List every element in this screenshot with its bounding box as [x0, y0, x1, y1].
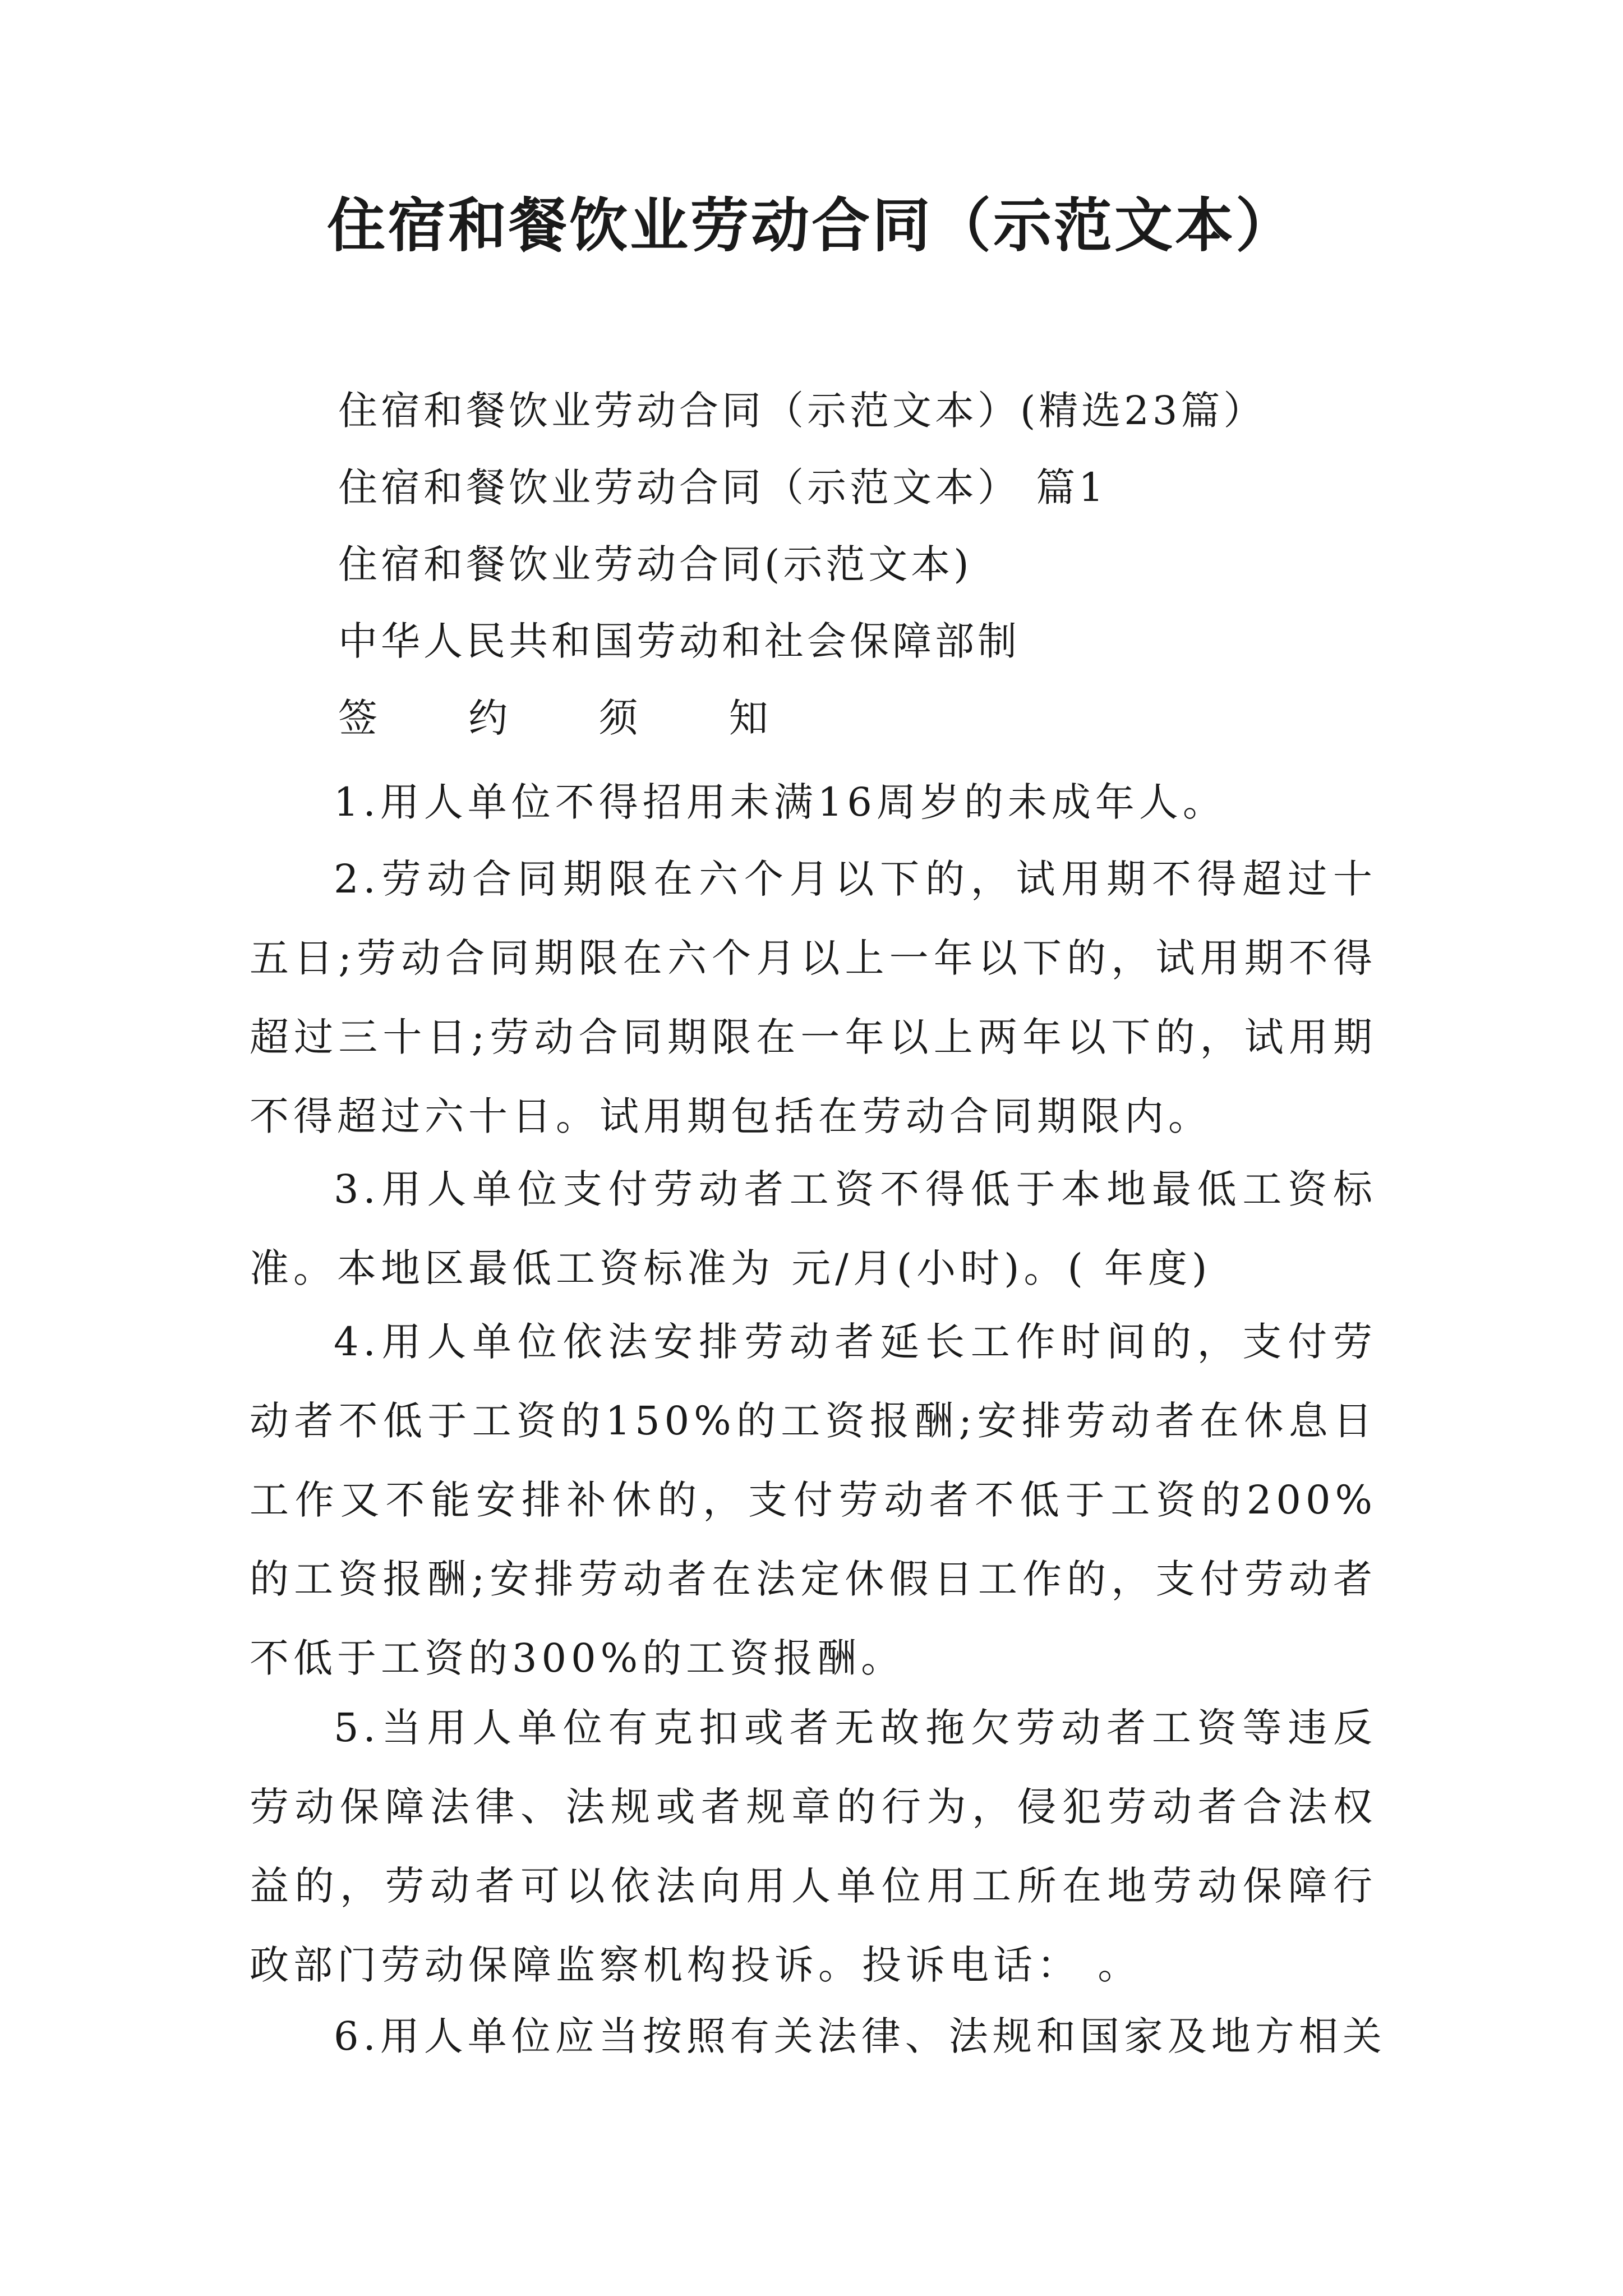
collection-heading: 住宿和餐饮业劳动合同（示范文本）(精选23篇） — [338, 388, 1266, 434]
notice-item-2: 2.劳动合同期限在六个月以下的，试用期不得超过十五日;劳动合同期限在六个月以上一年以下的，试用期不得超过三十日;劳动合同期限在一年以上两年以下的，试用期不得超过六十日。试用期包括在劳动合同期限内。 — [250, 856, 1377, 1139]
notice-item-5: 5.当用人单位有克扣或者无故拖欠劳动者工资等违反劳动保障法律、法规或者规章的行为，侵犯劳动者合法权益的，劳动者可以依法向用人单位用工所在地劳动保障行政部门劳动保障监察机构投诉。投诉电话： 。 — [250, 1705, 1377, 1988]
signing-notice-heading: 签 约 须 知 — [338, 695, 808, 741]
document-title: 住宿和餐饮业劳动合同（示范文本） — [326, 191, 1296, 260]
contract-name: 住宿和餐饮业劳动合同(示范文本) — [338, 541, 972, 587]
notice-item-4: 4.用人单位依法安排劳动者延长工作时间的，支付劳动者不低于工资的150%的工资报酬;安排劳动者在休息日工作又不能安排补休的，支付劳动者不低于工资的200%的工资报酬;安排劳动者在法定休假日工作的，支付劳动者不低于工资的300%的工资报酬。 — [250, 1319, 1377, 1681]
notice-item-3: 3.用人单位支付劳动者工资不得低于本地最低工资标准。本地区最低工资标准为 元/月(小时)。( 年度) — [250, 1166, 1377, 1291]
article-heading: 住宿和餐饮业劳动合同（示范文本） 篇1 — [338, 464, 1107, 510]
notice-item-6: 6.用人单位应当按照有关法律、法规和国家及地方相关 — [334, 2013, 1386, 2059]
notice-item-1: 1.用人单位不得招用未满16周岁的未成年人。 — [334, 779, 1227, 825]
issuer-line: 中华人民共和国劳动和社会保障部制 — [338, 618, 1020, 664]
